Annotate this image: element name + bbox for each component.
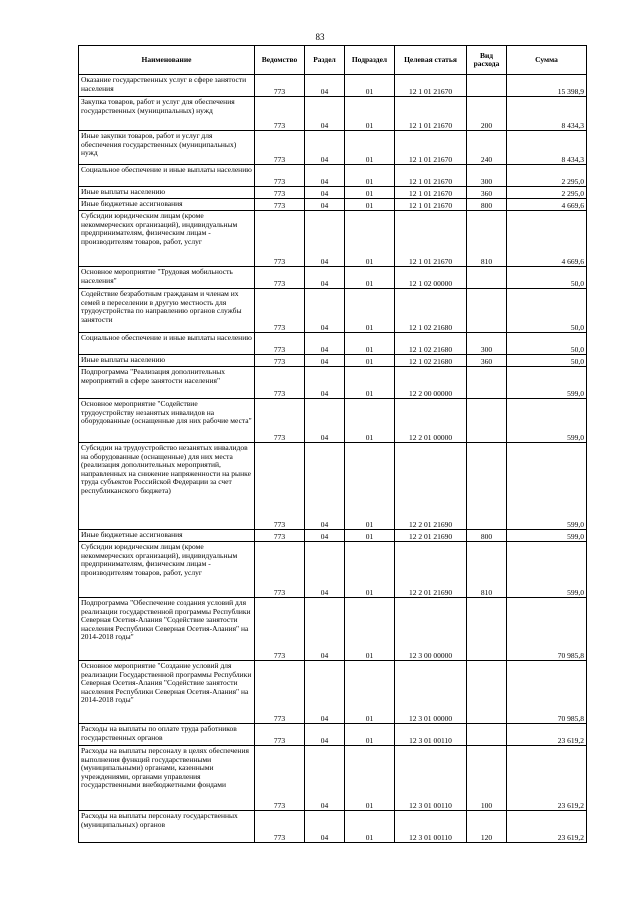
cell-razdel: 04 [305,289,345,333]
cell-sum: 599,0 [507,530,587,542]
cell-razdel: 04 [305,97,345,131]
cell-name: Иные бюджетные ассигнования [79,530,255,542]
table-body [79,75,587,843]
cell-dept: 773 [255,598,305,661]
table-row [79,542,587,598]
cell-podrazdel: 01 [345,530,395,542]
cell-podrazdel: 01 [345,542,395,598]
cell-target: 12 3 01 00110 [395,811,467,843]
cell-name: Иные бюджетные ассигнования [79,199,255,211]
cell-name: Основное мероприятие "Содействие трудоустройству незанятых инвалидов на оборудованные (оснащенные для них рабочие места" [79,399,255,443]
cell-target: 12 3 01 00000 [395,661,467,724]
table-row [79,165,587,187]
cell-target: 12 1 01 21670 [395,131,467,165]
cell-podrazdel: 01 [345,75,395,97]
cell-sum: 50,0 [507,355,587,367]
cell-target: 12 1 01 21670 [395,165,467,187]
cell-dept: 773 [255,811,305,843]
cell-vid: 300 [467,165,507,187]
table-row [79,75,587,97]
cell-podrazdel: 01 [345,187,395,199]
cell-razdel: 04 [305,724,345,746]
cell-sum: 599,0 [507,367,587,399]
cell-name: Расходы на выплаты по оплате труда работников государственных органов [79,724,255,746]
cell-podrazdel: 01 [345,399,395,443]
cell-sum: 15 398,9 [507,75,587,97]
table-row [79,530,587,542]
cell-dept: 773 [255,75,305,97]
cell-target: 12 2 01 00000 [395,399,467,443]
cell-podrazdel: 01 [345,811,395,843]
cell-target: 12 1 02 21680 [395,355,467,367]
cell-name: Социальное обеспечение и иные выплаты населению [79,165,255,187]
cell-dept: 773 [255,267,305,289]
cell-vid: 360 [467,187,507,199]
cell-target: 12 1 01 21670 [395,75,467,97]
cell-vid [467,399,507,443]
cell-vid: 100 [467,746,507,811]
cell-podrazdel: 01 [345,199,395,211]
cell-dept: 773 [255,211,305,267]
cell-vid: 200 [467,97,507,131]
cell-sum: 4 669,6 [507,199,587,211]
cell-name: Субсидии юридическим лицам (кроме некоммерческих организаций), индивидуальным предпринимателям, физическим лицам - производителям товаров, работ, услуг [79,542,255,598]
cell-target: 12 2 01 21690 [395,530,467,542]
cell-razdel: 04 [305,746,345,811]
cell-name: Подпрограмма "Обеспечение создания условий для реализации государственной программы Республики Северная Осетия-Алания "Содействие занятости населения Республики Северная Осетия-Алания" на 2014-2018 годы" [79,598,255,661]
table-row [79,289,587,333]
cell-podrazdel: 01 [345,746,395,811]
cell-dept: 773 [255,199,305,211]
cell-vid [467,75,507,97]
cell-sum: 50,0 [507,267,587,289]
cell-podrazdel: 01 [345,333,395,355]
table-row [79,187,587,199]
cell-sum: 23 619,2 [507,811,587,843]
cell-name: Закупка товаров, работ и услуг для обеспечения государственных (муниципальных) нужд [79,97,255,131]
cell-name: Содействие безработным гражданам и членам их семей в переселении в другую местность для трудоустройства по направлению органов службы занятости [79,289,255,333]
cell-razdel: 04 [305,443,345,530]
cell-razdel: 04 [305,267,345,289]
cell-dept: 773 [255,97,305,131]
cell-razdel: 04 [305,211,345,267]
cell-razdel: 04 [305,355,345,367]
cell-vid [467,289,507,333]
cell-podrazdel: 01 [345,131,395,165]
header-dept: Ведомство [255,46,305,75]
header-name: Наименование [79,46,255,75]
cell-sum: 8 434,3 [507,131,587,165]
cell-target: 12 3 01 00110 [395,746,467,811]
cell-target: 12 1 01 21670 [395,97,467,131]
cell-name: Субсидии на трудоустройство незанятых инвалидов на оборудованные (оснащенные) для них места (реализация дополнительных мероприятий, направленных на снижение напряженности на рынке труда субъектов Российской Федерации за счет республиканского бюджета) [79,443,255,530]
cell-razdel: 04 [305,333,345,355]
cell-target: 12 1 02 21680 [395,333,467,355]
cell-podrazdel: 01 [345,211,395,267]
header-target: Целевая статья [395,46,467,75]
cell-razdel: 04 [305,598,345,661]
cell-razdel: 04 [305,542,345,598]
cell-vid: 240 [467,131,507,165]
cell-sum: 599,0 [507,399,587,443]
cell-dept: 773 [255,661,305,724]
cell-dept: 773 [255,443,305,530]
cell-sum: 599,0 [507,443,587,530]
cell-sum: 599,0 [507,542,587,598]
cell-podrazdel: 01 [345,267,395,289]
cell-target: 12 1 01 21670 [395,187,467,199]
cell-sum: 8 434,3 [507,97,587,131]
cell-sum: 50,0 [507,289,587,333]
table-row [79,333,587,355]
header-razdel: Раздел [305,46,345,75]
cell-vid [467,661,507,724]
cell-sum: 4 669,6 [507,211,587,267]
cell-razdel: 04 [305,131,345,165]
cell-dept: 773 [255,367,305,399]
cell-razdel: 04 [305,367,345,399]
cell-razdel: 04 [305,399,345,443]
cell-name: Подпрограмма "Реализация дополнительных мероприятий в сфере занятости населения" [79,367,255,399]
cell-sum: 70 985,8 [507,661,587,724]
cell-vid [467,598,507,661]
cell-vid: 360 [467,355,507,367]
table-row [79,399,587,443]
header-row [79,46,587,75]
cell-razdel: 04 [305,661,345,724]
cell-name: Расходы на выплаты персоналу государственных (муниципальных) органов [79,811,255,843]
header-podrazdel: Подраздел [345,46,395,75]
cell-razdel: 04 [305,165,345,187]
cell-vid [467,724,507,746]
cell-target: 12 2 01 21690 [395,542,467,598]
cell-dept: 773 [255,355,305,367]
cell-dept: 773 [255,131,305,165]
cell-target: 12 3 00 00000 [395,598,467,661]
cell-vid: 810 [467,211,507,267]
cell-vid: 800 [467,530,507,542]
cell-target: 12 3 01 00110 [395,724,467,746]
cell-dept: 773 [255,746,305,811]
cell-target: 12 1 01 21670 [395,211,467,267]
table-row [79,211,587,267]
table-row [79,355,587,367]
cell-dept: 773 [255,724,305,746]
cell-name: Иные выплаты населению [79,187,255,199]
page-number: 83 [315,32,325,42]
cell-vid [467,443,507,530]
table-row [79,199,587,211]
cell-razdel: 04 [305,199,345,211]
cell-podrazdel: 01 [345,355,395,367]
cell-vid: 810 [467,542,507,598]
cell-sum: 50,0 [507,333,587,355]
cell-name: Основное мероприятие "Создание условий для реализации Государственной программы Республики Северная Осетия-Алания "Содействие занятости населения Республики Северная Осетия-Алания" на 2014-2018 годы" [79,661,255,724]
table-row [79,661,587,724]
cell-name: Основное мероприятие "Трудовая мобильность населения" [79,267,255,289]
cell-vid [467,267,507,289]
table-row [79,811,587,843]
cell-dept: 773 [255,333,305,355]
header-sum: Сумма [507,46,587,75]
table-row [79,443,587,530]
cell-razdel: 04 [305,811,345,843]
cell-name: Субсидии юридическим лицам (кроме некоммерческих организаций), индивидуальным предпринимателям, физическим лицам - производителям товаров, работ, услуг [79,211,255,267]
cell-name: Иные закупки товаров, работ и услуг для обеспечения государственных (муниципальных) нужд [79,131,255,165]
cell-name: Социальное обеспечение и иные выплаты населению [79,333,255,355]
cell-target: 12 1 02 21680 [395,289,467,333]
cell-target: 12 2 01 21690 [395,443,467,530]
cell-podrazdel: 01 [345,97,395,131]
cell-podrazdel: 01 [345,661,395,724]
cell-sum: 2 295,0 [507,187,587,199]
cell-sum: 23 619,2 [507,746,587,811]
table-row [79,267,587,289]
cell-vid [467,367,507,399]
cell-target: 12 1 01 21670 [395,199,467,211]
cell-razdel: 04 [305,530,345,542]
table-row [79,724,587,746]
cell-target: 12 1 02 00000 [395,267,467,289]
cell-sum: 2 295,0 [507,165,587,187]
cell-vid: 800 [467,199,507,211]
cell-razdel: 04 [305,75,345,97]
table-row [79,131,587,165]
cell-dept: 773 [255,530,305,542]
cell-podrazdel: 01 [345,165,395,187]
cell-podrazdel: 01 [345,289,395,333]
table-row [79,367,587,399]
cell-vid: 120 [467,811,507,843]
cell-name: Оказание государственных услуг в сфере занятости населения [79,75,255,97]
cell-dept: 773 [255,289,305,333]
cell-target: 12 2 00 00000 [395,367,467,399]
cell-sum: 70 985,8 [507,598,587,661]
cell-dept: 773 [255,399,305,443]
table-row [79,746,587,811]
table-row [79,598,587,661]
cell-vid: 300 [467,333,507,355]
cell-podrazdel: 01 [345,367,395,399]
cell-podrazdel: 01 [345,598,395,661]
table-row [79,97,587,131]
cell-dept: 773 [255,187,305,199]
header-vid: Вид расхода [467,46,507,75]
cell-dept: 773 [255,542,305,598]
cell-name: Иные выплаты населению [79,355,255,367]
cell-podrazdel: 01 [345,724,395,746]
cell-name: Расходы на выплаты персоналу в целях обеспечения выполнения функций государственными (муниципальными) органами, казенными учреждениями, органами управления государственными внебюджетными фондами [79,746,255,811]
cell-razdel: 04 [305,187,345,199]
cell-dept: 773 [255,165,305,187]
budget-table [78,45,587,843]
cell-podrazdel: 01 [345,443,395,530]
cell-sum: 23 619,2 [507,724,587,746]
